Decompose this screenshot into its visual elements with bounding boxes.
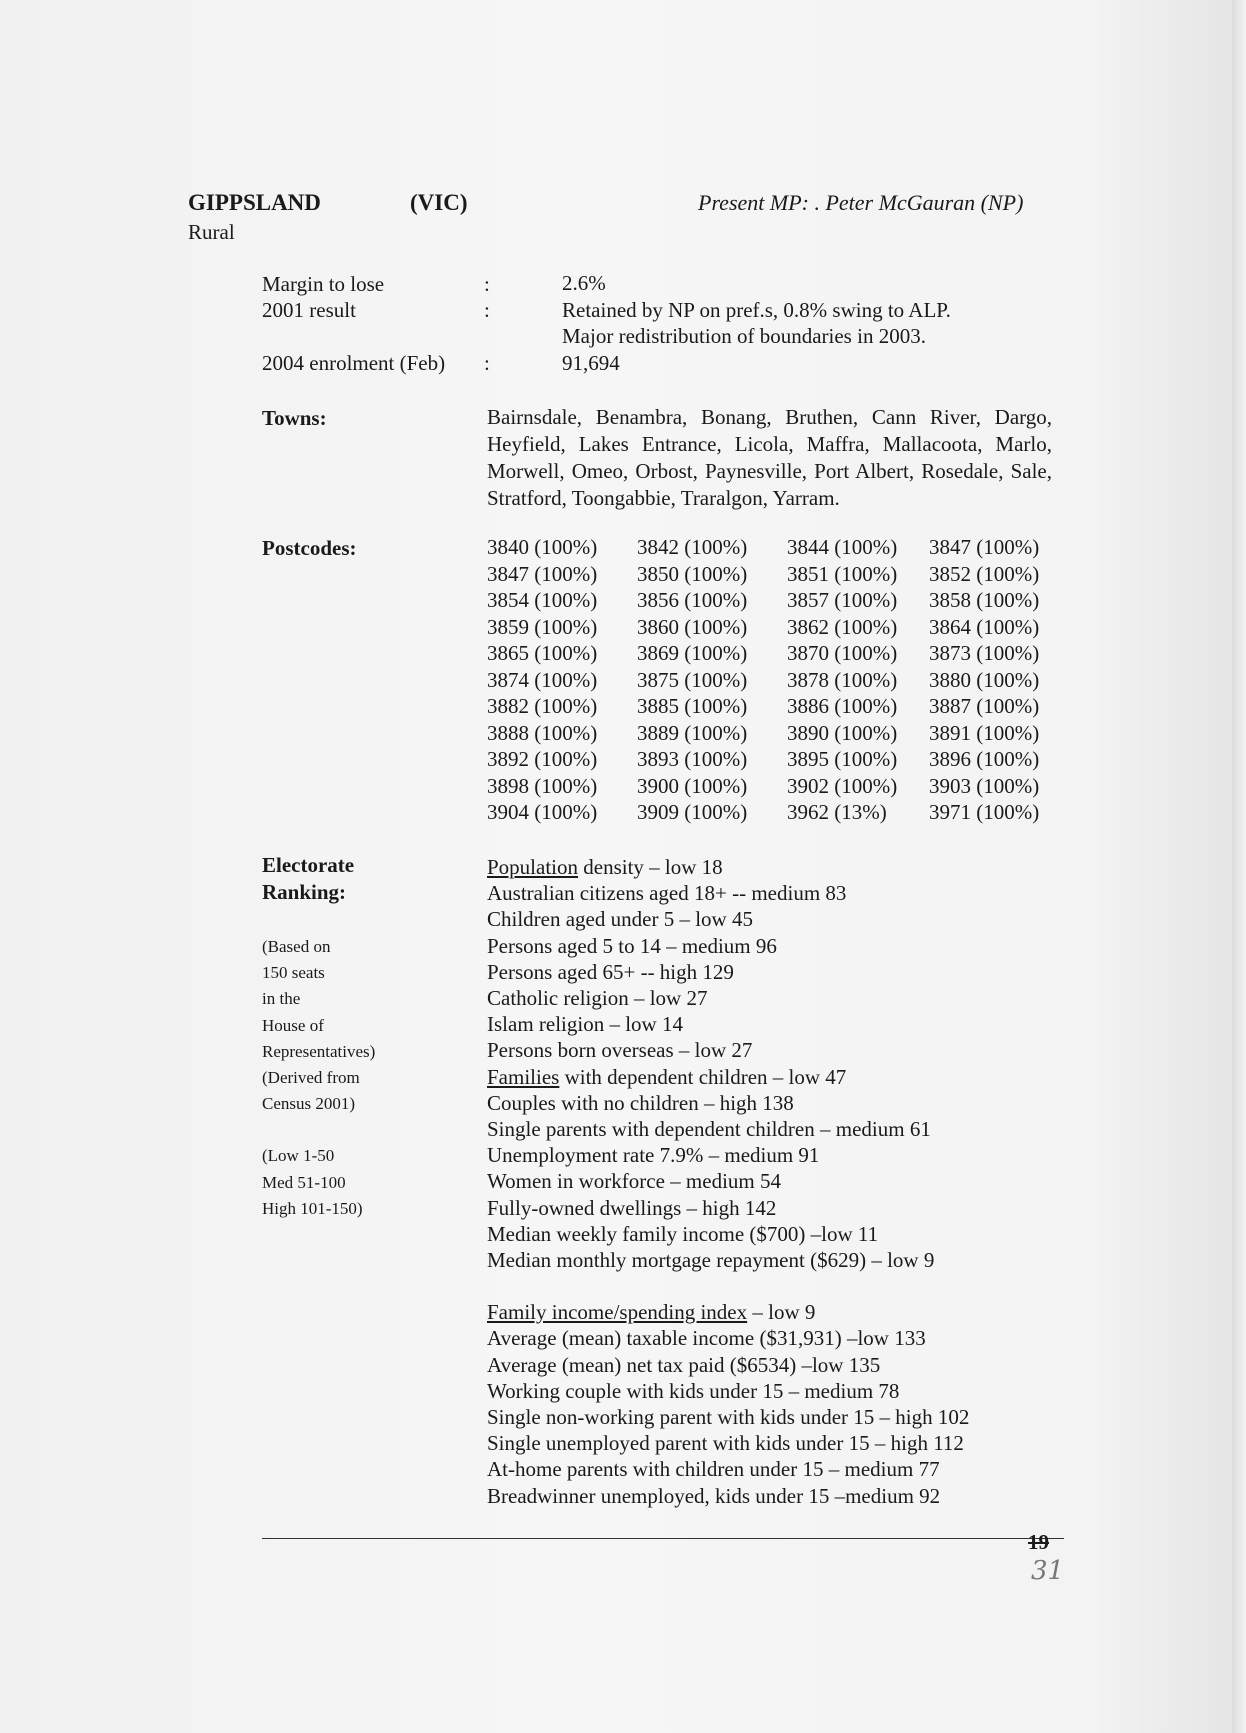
ranking-item <box>487 906 969 932</box>
page-number: 19 <box>1028 1530 1049 1554</box>
ranking-item-text: Unemployment rate 7.9% – medium 91 <box>487 1143 820 1168</box>
enrolment-label: 2004 enrolment (Feb) <box>262 351 446 375</box>
ranking-item-text: Median monthly mortgage repayment ($629) – low 9 <box>487 1248 935 1273</box>
postcode-cell: 3888 (100%) <box>487 720 598 745</box>
ranking-item <box>487 1299 969 1325</box>
postcode-cell: 3971 (100%) <box>929 800 1040 824</box>
ranking-label-line1: Electorate <box>262 853 355 877</box>
ranking-item <box>487 854 969 880</box>
ranking-item-text: Australian citizens aged 18+ -- medium 83 <box>487 881 847 906</box>
ranking-item-text: Couples with no children – high 138 <box>487 1090 794 1115</box>
postcode-row <box>487 614 1059 641</box>
note-line: House of <box>262 1015 324 1035</box>
ranking-item <box>487 1168 969 1194</box>
present-mp: Present MP: . Peter McGauran (NP) <box>698 190 1024 215</box>
postcode-cell: 3847 (100%) <box>929 535 1040 559</box>
postcode-row <box>487 534 1059 561</box>
towns-label: Towns: <box>262 406 327 430</box>
postcode-cell: 3840 (100%) <box>487 535 598 559</box>
postcode-cell: 3887 (100%) <box>929 694 1040 718</box>
ranking-item-text: Median weekly family income ($700) –low 11 <box>487 1221 879 1246</box>
result-colon: : <box>484 298 490 322</box>
ranking-item <box>487 1116 969 1142</box>
page-edge-shadow <box>1232 0 1246 1733</box>
postcode-cell: 3889 (100%) <box>637 720 748 745</box>
postcode-cell: 3854 (100%) <box>487 588 598 612</box>
ranking-item <box>487 1404 969 1430</box>
ranking-list <box>487 854 969 1509</box>
postcode-row <box>487 667 1059 694</box>
electorate-state: (VIC) <box>410 190 468 215</box>
enrolment-colon: : <box>484 351 490 375</box>
footer-rule <box>262 1538 1064 1539</box>
margin-value: 2.6% <box>562 271 606 295</box>
postcode-cell: 3890 (100%) <box>787 720 898 745</box>
margin-colon: : <box>484 272 490 296</box>
postcode-cell: 3882 (100%) <box>487 694 598 718</box>
postcode-cell: 3891 (100%) <box>929 720 1040 745</box>
postcode-cell: 3847 (100%) <box>487 561 598 586</box>
postcode-cell: 3886 (100%) <box>787 694 898 718</box>
postcode-cell: 3864 (100%) <box>929 614 1040 639</box>
ranking-item-text: Fully-owned dwellings – high 142 <box>487 1195 777 1220</box>
ranking-item-text: Islam religion – low 14 <box>487 1012 683 1037</box>
towns-list: Bairnsdale, Benambra, Bonang, Bruthen, Cann River, Dargo, Heyfield, Lakes Entrance, Licola, Maffra, Mallacoota, Marlo, Morwell, Omeo, Orbost, Paynesville, Port Albert, Rosedale, Sale, Stratford, Toongabbie, Traralgon, Yarram. <box>487 405 1052 510</box>
ranking-item-text: Average (mean) net tax paid ($6534) –low 135 <box>487 1352 881 1377</box>
postcode-cell: 3900 (100%) <box>637 773 748 798</box>
ranking-item <box>487 933 969 959</box>
ranking-item-text: Single parents with dependent children – medium 61 <box>487 1117 931 1142</box>
note-line: Representatives) <box>262 1041 376 1061</box>
ranking-item <box>487 1221 969 1247</box>
enrolment-value: 91,694 <box>562 351 620 375</box>
ranking-item-text: Single non-working parent with kids under 15 – high 102 <box>487 1405 970 1430</box>
postcode-cell: 3870 (100%) <box>787 641 898 665</box>
postcode-row <box>487 640 1059 667</box>
ranking-item-underlined: Families <box>487 1064 560 1089</box>
postcode-cell: 3859 (100%) <box>487 614 598 639</box>
ranking-item <box>487 1011 969 1037</box>
postcode-cell: 3842 (100%) <box>637 535 748 559</box>
ranking-item <box>487 1195 969 1221</box>
ranking-item <box>487 1090 969 1116</box>
postcode-row <box>487 720 1059 747</box>
scale-line: Med 51-100 <box>262 1172 346 1192</box>
postcode-row <box>487 773 1059 800</box>
note-line: in the <box>262 989 301 1009</box>
postcode-cell: 3850 (100%) <box>637 561 748 586</box>
ranking-item-text: Persons aged 65+ -- high 129 <box>487 959 734 984</box>
postcode-row <box>487 561 1059 588</box>
note-line: 150 seats <box>262 963 325 983</box>
note-line: (Derived from <box>262 1068 360 1088</box>
ranking-item-underlined: Family income/spending index <box>487 1300 748 1325</box>
postcodes-label: Postcodes: <box>262 536 357 560</box>
ranking-item-text: Catholic religion – low 27 <box>487 986 708 1011</box>
margin-label: Margin to lose <box>262 272 385 296</box>
ranking-item <box>487 1378 969 1404</box>
postcode-cell: 3898 (100%) <box>487 773 598 798</box>
ranking-item-text: Single unemployed parent with kids under 15 – high 112 <box>487 1431 964 1456</box>
ranking-item <box>487 1037 969 1063</box>
postcode-cell: 3856 (100%) <box>637 588 748 612</box>
postcode-cell: 3880 (100%) <box>929 667 1040 692</box>
result-value: Retained by NP on pref.s, 0.8% swing to ALP. <box>562 298 951 322</box>
scale-line: (Low 1-50 <box>262 1146 335 1166</box>
postcode-cell: 3962 (13%) <box>787 800 887 824</box>
ranking-item <box>487 985 969 1011</box>
postcode-cell: 3903 (100%) <box>929 773 1040 798</box>
postcode-cell: 3858 (100%) <box>929 588 1040 612</box>
postcode-cell: 3851 (100%) <box>787 561 898 586</box>
postcode-cell: 3895 (100%) <box>787 747 898 771</box>
electorate-name: GIPPSLAND <box>188 190 321 215</box>
postcode-cell: 3878 (100%) <box>787 667 898 692</box>
ranking-item-text: density – low 18 <box>578 855 723 879</box>
ranking-notes <box>262 934 375 1222</box>
postcode-cell: 3875 (100%) <box>637 667 748 692</box>
ranking-item-text: Breadwinner unemployed, kids under 15 –medium 92 <box>487 1483 941 1508</box>
postcode-cell: 3860 (100%) <box>637 614 748 639</box>
result-label: 2001 result <box>262 298 356 322</box>
result-value-line2: Major redistribution of boundaries in 2003. <box>562 324 926 348</box>
ranking-item <box>487 959 969 985</box>
postcode-cell: 3896 (100%) <box>929 747 1040 771</box>
postcode-cell: 3873 (100%) <box>929 641 1040 665</box>
ranking-item-text: – low 9 <box>747 1300 816 1325</box>
postcode-cell: 3885 (100%) <box>637 694 748 718</box>
handwritten-page-number: 31 <box>1031 1556 1065 1586</box>
postcode-cell: 3874 (100%) <box>487 667 598 692</box>
postcode-cell: 3852 (100%) <box>929 561 1040 586</box>
ranking-item-underlined: Population <box>487 855 579 879</box>
scale-line: High 101-150) <box>262 1198 363 1218</box>
ranking-item-text: Working couple with kids under 15 – medium 78 <box>487 1378 900 1403</box>
ranking-item <box>487 880 969 906</box>
ranking-item-text: with dependent children – low 47 <box>559 1064 847 1089</box>
ranking-item-text: Average (mean) taxable income ($31,931) –low 133 <box>487 1326 926 1351</box>
postcode-row <box>487 587 1059 614</box>
postcode-cell: 3909 (100%) <box>637 800 748 824</box>
postcodes-table <box>487 534 1059 826</box>
ranking-label-line2: Ranking: <box>262 880 347 904</box>
postcode-cell: 3862 (100%) <box>787 614 898 639</box>
postcode-cell: 3902 (100%) <box>787 773 898 798</box>
ranking-item <box>487 1325 969 1351</box>
postcode-cell: 3844 (100%) <box>787 535 898 559</box>
ranking-item <box>487 1352 969 1378</box>
ranking-item <box>487 1142 969 1168</box>
ranking-item-text: Persons aged 5 to 14 – medium 96 <box>487 933 777 958</box>
ranking-item-text: Children aged under 5 – low 45 <box>487 907 753 932</box>
postcode-row <box>487 693 1059 720</box>
note-line: Census 2001) <box>262 1094 356 1114</box>
ranking-item <box>487 1456 969 1482</box>
ranking-item <box>487 1064 969 1090</box>
ranking-item-text: Women in workforce – medium 54 <box>487 1169 781 1194</box>
postcode-cell: 3892 (100%) <box>487 747 598 771</box>
ranking-item <box>487 1430 969 1456</box>
ranking-item-text: Persons born overseas – low 27 <box>487 1038 753 1063</box>
postcode-cell: 3865 (100%) <box>487 641 598 665</box>
ranking-item <box>487 1247 969 1273</box>
ranking-item-text: At-home parents with children under 15 – medium 77 <box>487 1457 940 1482</box>
postcode-cell: 3893 (100%) <box>637 747 748 771</box>
postcode-row <box>487 746 1059 773</box>
postcode-cell: 3904 (100%) <box>487 800 598 824</box>
postcode-row <box>487 799 1059 826</box>
postcode-cell: 3857 (100%) <box>787 588 898 612</box>
note-line: (Based on <box>262 937 331 956</box>
ranking-item <box>487 1483 969 1509</box>
electorate-type: Rural <box>188 220 235 244</box>
postcode-cell: 3869 (100%) <box>637 641 748 665</box>
